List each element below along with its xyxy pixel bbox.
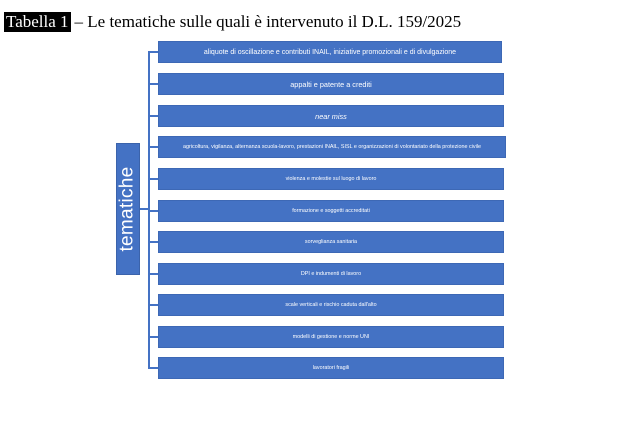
theme-item bbox=[158, 326, 504, 348]
theme-item-label: lavoratori fragili bbox=[312, 365, 350, 371]
theme-item-label: near miss bbox=[315, 111, 347, 121]
theme-item-label: sorveglianza sanitaria bbox=[304, 239, 358, 245]
branch-connector bbox=[148, 273, 158, 275]
caption-tag: Tabella 1 bbox=[6, 12, 69, 31]
theme-item bbox=[158, 73, 504, 95]
branch-connector bbox=[148, 241, 158, 243]
theme-item-label: appalti e patente a crediti bbox=[290, 79, 372, 89]
theme-item bbox=[158, 136, 506, 158]
root-node bbox=[116, 143, 140, 275]
theme-item-label: agricoltura, vigilanza, alternanza scuola-lavoro, prestazioni INAIL, SISL e organizzazioni di volontariato della protezione civile bbox=[183, 144, 481, 150]
branch-connector bbox=[148, 115, 158, 117]
theme-item bbox=[158, 41, 502, 63]
branch-connector bbox=[148, 210, 158, 212]
theme-item-label: formazione e soggetti accreditati bbox=[292, 208, 370, 214]
theme-item-label: scale verticali e rischio caduta dall'alto bbox=[285, 302, 377, 308]
caption-text: – Le tematiche sulle quali è intervenuto il D.L. 159/2025 bbox=[74, 12, 462, 31]
branch-connector bbox=[148, 51, 158, 53]
branch-connector bbox=[148, 336, 158, 338]
theme-item-label: modelli di gestione e norme UNI bbox=[292, 334, 370, 340]
theme-item-label: DPI e indumenti di lavoro bbox=[300, 271, 362, 277]
theme-item bbox=[158, 294, 504, 316]
theme-item-label: aliquote di oscillazione e contributi INAIL, iniziative promozionali e di divulgazione bbox=[203, 48, 457, 56]
theme-item bbox=[158, 231, 504, 253]
theme-item bbox=[158, 168, 504, 190]
theme-item bbox=[158, 263, 504, 285]
theme-item-label: violenza e molestie sul luogo di lavoro bbox=[285, 176, 377, 182]
branch-connector bbox=[148, 304, 158, 306]
branch-connector bbox=[148, 178, 158, 180]
theme-item bbox=[158, 357, 504, 379]
branch-connector bbox=[148, 146, 158, 148]
root-label: tematiche bbox=[117, 166, 139, 252]
theme-item bbox=[158, 105, 504, 127]
branch-connector bbox=[148, 367, 158, 369]
theme-item bbox=[158, 200, 504, 222]
branch-connector bbox=[148, 83, 158, 85]
